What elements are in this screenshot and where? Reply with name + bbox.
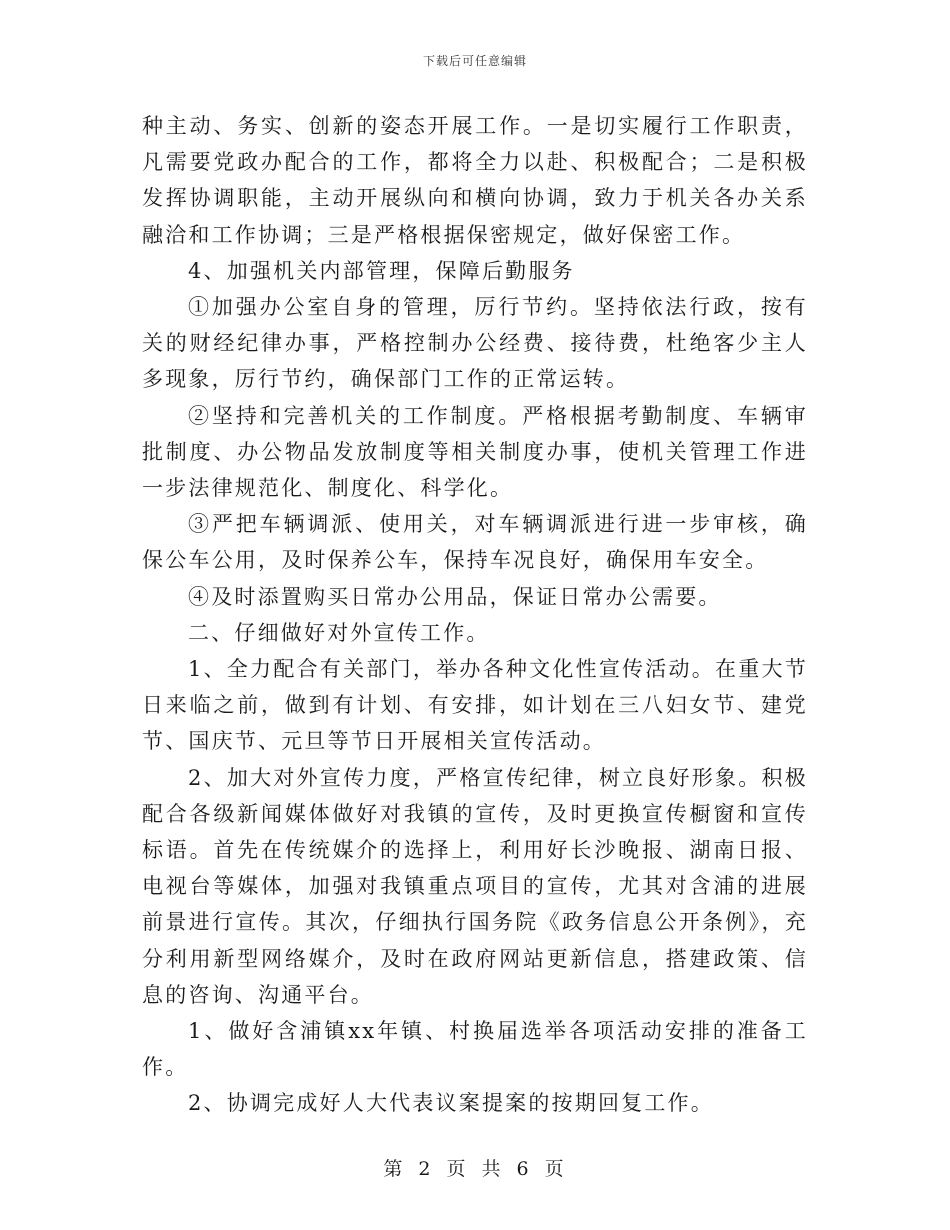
- paragraph-7: 二、仔细做好对外宣传工作。: [188, 620, 490, 645]
- paragraph-3: ①加强办公室自身的管理，厉行节约。坚持依法行政，按有关的财经纪律办事，严格控制办公经费、接待费，杜绝客少主人多现象，厉行节约，确保部门工作的正常运转。: [142, 295, 808, 392]
- paragraph-11: 2、协调完成好人大代表议案提案的按期回复工作。: [188, 1091, 714, 1116]
- paragraph-1: 种主动、务实、创新的姿态开展工作。一是切实履行工作职责，凡需要党政办配合的工作，都将全力以赴、积极配合；二是积极发挥协调职能，主动开展纵向和横向协调，致力于机关各办关系融洽和工作协调；三是严格根据保密规定，做好保密工作。: [142, 114, 808, 247]
- paragraph-6: ④及时添置购买日常办公用品，保证日常办公需要。: [188, 584, 722, 609]
- paragraph-5: ③严把车辆调派、使用关，对车辆调派进行进一步审核，确保公车公用，及时保养公车，保持车况良好，确保用车安全。: [142, 512, 808, 573]
- page-number-footer: 第 2 页 共 6 页: [383, 1158, 567, 1180]
- document-body: [142, 108, 808, 1122]
- paragraph-4: ②坚持和完善机关的工作制度。严格根据考勤制度、车辆审批制度、办公物品发放制度等相关制度办事，使机关管理工作进一步法律规范化、制度化、科学化。: [142, 403, 808, 501]
- paragraph-8: 1、全力配合有关部门，举办各种文化性宣传活动。在重大节日来临之前，做到有计划、有安排，如计划在三八妇女节、建党节、国庆节、元旦等节日开展相关宣传活动。: [142, 657, 808, 754]
- page-header: 下载后可任意编辑: [422, 54, 527, 68]
- paragraph-9: 2、加大对外宣传力度，严格宣传纪律，树立良好形象。积极配合各级新闻媒体做好对我镇的宣传，及时更换宣传橱窗和宣传标语。首先在传统媒介的选择上，利用好长沙晚报、湖南日报、电视台等媒体，加强对我镇重点项目的宣传，尤其对含浦的进展前景进行宣传。其次，仔细执行国务院《政务信息公开条例》，充分利用新型网络媒介，及时在政府网站更新信息，搭建政策、信息的咨询、沟通平台。: [142, 765, 808, 1007]
- paragraph-2: 4、加强机关内部管理，保障后勤服务: [188, 258, 575, 283]
- paragraph-10: 1、做好含浦镇xx年镇、村换届选举各项活动安排的准备工作。: [142, 1019, 808, 1080]
